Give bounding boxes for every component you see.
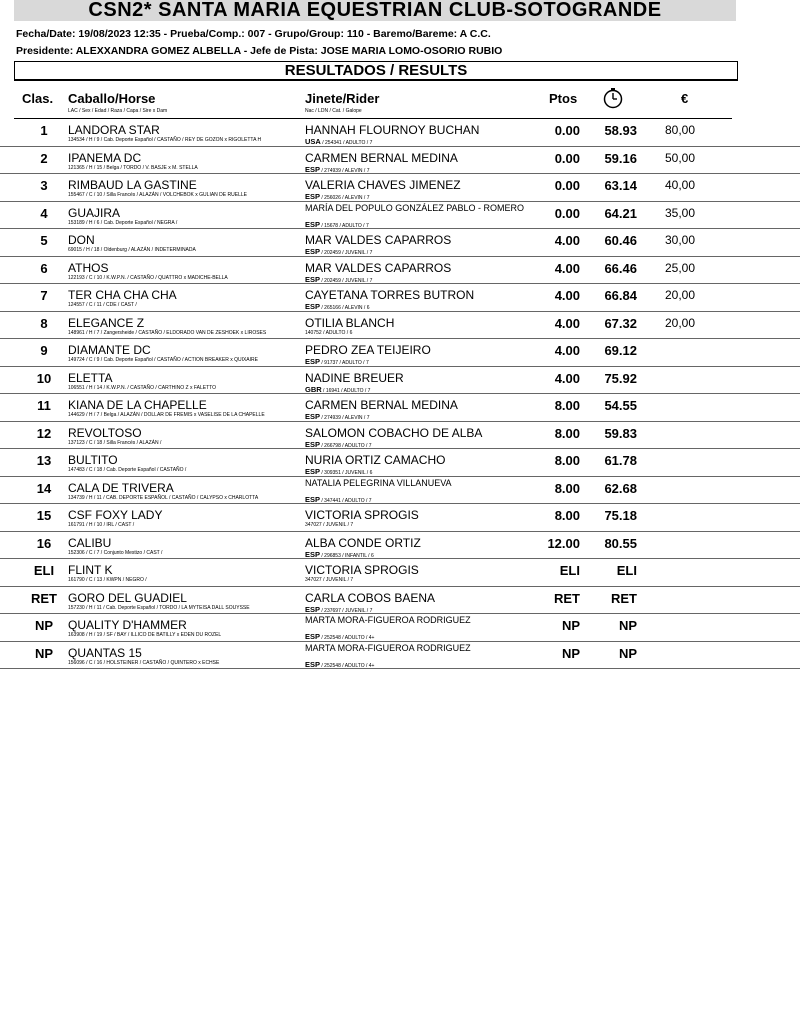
rider-name: OTILIA BLANCH (305, 315, 395, 330)
col-header-horse: Caballo/Horse (68, 91, 156, 106)
rider-info (305, 357, 369, 366)
points-cell: 4.00 (554, 260, 580, 276)
points-cell: 8.00 (554, 480, 580, 496)
horse-name: QUANTAS 15 (68, 645, 142, 660)
rider-nationality: ESP (305, 412, 321, 421)
horse-name: TER CHA CHA CHA (68, 288, 177, 302)
rider-details: 347027 / JUVENIL / 7 (305, 522, 354, 528)
rider-details: / 347441 / ADULTO / 7 (320, 497, 372, 504)
rank-cell: RET (31, 590, 57, 606)
time-cell: 59.16 (604, 150, 637, 166)
horse-info: 124557 / C / 11 / CDE / CAST / (68, 302, 137, 308)
rider-info (305, 550, 374, 559)
points-cell: ELI (559, 563, 580, 578)
rider-name: CARMEN BERNAL MEDINA (305, 150, 458, 165)
time-cell: 66.46 (604, 260, 637, 276)
horse-info: 137123 / C / 18 / Silla Francés / ALAZÁN / (68, 439, 162, 446)
col-header-horse-sub: LAC / Sex / Edad / Raza / Capa / Sire x Dam (68, 108, 168, 114)
horse-info: 122193 / C / 10 / K.W.P.N. / CASTAÑO / QUATTRO x MADICHE-BELLA (68, 274, 228, 281)
rider-nationality: ESP (305, 247, 321, 256)
table-row (0, 642, 800, 670)
rider-name: VALERIA CHAVES JIMENEZ (305, 178, 461, 192)
rider-name: VICTORIA SPROGIS (305, 508, 419, 522)
points-cell: 0.00 (554, 178, 580, 193)
points-cell: 0.00 (554, 205, 580, 221)
horse-name: CALA DE TRIVERA (68, 480, 174, 495)
time-cell: 59.83 (604, 425, 637, 441)
rider-name: CAYETANA TORRES BUTRON (305, 288, 475, 302)
rank-cell: 11 (37, 398, 51, 413)
rank-cell: 16 (36, 535, 52, 551)
rider-name: NATALIA PELEGRINA VILLANUEVA (305, 477, 452, 488)
rider-info (305, 605, 372, 614)
results-banner (14, 61, 738, 81)
points-cell: 4.00 (554, 288, 580, 303)
rank-cell: 14 (36, 480, 52, 496)
rank-cell: 6 (40, 260, 48, 276)
table-row (0, 394, 800, 422)
rider-info (305, 330, 352, 336)
competition-info: Fecha/Date: 19/08/2023 12:35 - Prueba/Comp.: 007 - Grupo/Group: 110 - Baremo/Bareme: A C.C. (16, 28, 491, 40)
time-cell: 75.92 (604, 370, 637, 386)
table-row (0, 119, 800, 147)
rank-cell: 4 (40, 205, 48, 221)
col-header-prize: € (681, 91, 689, 106)
rider-details: / 252548 / ADULTO / 4+ (320, 635, 375, 641)
table-row (0, 174, 800, 202)
rider-details: / 202459 / JUVENIL / 7 (320, 250, 373, 256)
horse-name: BULTITO (68, 453, 118, 467)
rider-info (305, 577, 353, 583)
points-cell: 8.00 (554, 425, 580, 441)
horse-name: ATHOS (68, 260, 109, 275)
rider-details: / 266798 / ADULTO / 7 (320, 442, 372, 449)
rider-details: / 16941 / ADULTO / 7 (321, 387, 371, 394)
rider-name: MAR VALDES CAPARROS (305, 233, 452, 247)
rank-cell: 7 (40, 288, 48, 303)
rank-cell: 2 (40, 150, 48, 166)
points-cell: 8.00 (554, 508, 580, 523)
time-cell: 63.14 (604, 178, 637, 193)
horse-info: 134739 / H / 11 / CAB. DEPORTE ESPAÑOL / CASTAÑO / CALYPSO x CHARLOTTA (68, 494, 259, 501)
points-cell: 0.00 (554, 150, 580, 166)
rider-details: / 274939 / ALEVIN / 7 (320, 167, 370, 174)
points-cell: NP (561, 645, 580, 661)
rider-name: SALOMON COBACHO DE ALBA (305, 425, 483, 440)
horse-info: 161791 / H / 10 / IRL / CAST / (68, 522, 135, 528)
rider-details: / 274939 / ALEVIN / 7 (320, 415, 370, 421)
horse-info: 163908 / H / 19 / SF / BAY / ILLICO DE BATILLY x EDEN DU ROZEL (68, 632, 222, 638)
rider-details: / 254341 / ADULTO / 7 (320, 140, 373, 146)
rider-details: / 265166 / ALEVIN / 6 (320, 305, 370, 311)
horse-name: ELEGANCE Z (68, 315, 145, 330)
table-row (0, 339, 800, 367)
horse-info: 121365 / H / 15 / Belga / TORDO / V. BASJE x M. STELLA (68, 164, 198, 171)
horse-name: GUAJIRA (68, 205, 121, 220)
table-row (0, 614, 800, 642)
rider-name: ALBA CONDE ORTIZ (305, 535, 421, 550)
time-cell: 69.12 (604, 343, 637, 358)
rider-info (305, 165, 370, 174)
points-cell: 4.00 (554, 233, 580, 248)
time-cell: 80.55 (604, 535, 637, 551)
col-header-clas: Clas. (22, 91, 54, 106)
rider-name: MARTA MORA-FIGUEROA RODRIGUEZ (305, 615, 471, 625)
horse-name: LANDORA STAR (68, 123, 160, 137)
rider-info (305, 495, 372, 504)
rank-cell: 15 (36, 508, 52, 523)
horse-info: 106551 / H / 14 / K.W.P.N. / CASTAÑO / CARTHINO Z x FALETTO (68, 384, 217, 391)
horse-info: 148961 / H / 7 / Zangersheide / CASTAÑO / ELDORADO VAN DE ZESHOEK x LIROSES (68, 329, 267, 336)
time-cell: 64.21 (604, 205, 637, 221)
rank-cell: 8 (40, 315, 48, 331)
time-cell: RET (611, 590, 637, 606)
table-row (0, 477, 800, 505)
table-row (0, 202, 800, 230)
col-header-rider: Jinete/Rider (305, 91, 380, 106)
table-row (0, 229, 800, 257)
table-row (0, 532, 800, 560)
rank-cell: NP (34, 618, 54, 633)
horse-name: KIANA DE LA CHAPELLE (68, 398, 207, 412)
rider-name: MAR VALDES CAPARROS (305, 260, 452, 275)
rider-info (305, 275, 372, 284)
horse-info: 155467 / C / 10 / Silla Francés / ALAZÁN / VOLCHEBOK x GULIAN DE RUELLE (68, 192, 247, 198)
time-cell: 62.68 (604, 480, 637, 496)
clock-icon (602, 87, 624, 109)
time-cell: 60.46 (604, 233, 637, 248)
rider-info (305, 412, 370, 421)
horse-name: QUALITY D'HAMMER (68, 618, 187, 632)
rider-nationality: ESP (305, 357, 321, 366)
table-row (0, 449, 800, 477)
horse-info: 152306 / C / 7 / Conjunto Mestizo / CAST / (68, 549, 163, 556)
rider-details: / 91737 / ADULTO / 7 (320, 360, 369, 366)
prize-cell: 20,00 (664, 288, 696, 302)
horse-name: ELETTA (68, 370, 113, 385)
rider-details: 140752 / ADULTO / 6 (305, 329, 353, 336)
time-cell: 58.93 (604, 123, 637, 138)
prize-cell: 80,00 (664, 123, 696, 137)
rider-name: CARMEN BERNAL MEDINA (305, 398, 458, 412)
rider-nationality: ESP (305, 467, 321, 476)
rider-info (305, 632, 374, 641)
horse-name: RIMBAUD LA GASTINE (68, 178, 197, 192)
rider-name: HANNAH FLOURNOY BUCHAN (305, 123, 480, 137)
prize-cell: 50,00 (664, 150, 696, 165)
results-label: RESULTADOS / RESULTS (284, 62, 468, 79)
points-cell: RET (554, 590, 580, 606)
col-header-rider-sub: Nac / LDN / Cat. / Galope (305, 108, 362, 114)
rider-info (305, 440, 372, 449)
officials-info: Presidente: ALEXXANDRA GOMEZ ALBELLA - Jefe de Pista: JOSE MARIA LOMO-OSORIO RUBIO (16, 45, 503, 57)
rider-details: / 237697 / JUVENIL / 7 (320, 607, 373, 614)
rider-details: / 252548 / ADULTO / 4+ (320, 662, 375, 669)
rider-nationality: ESP (305, 192, 321, 201)
time-cell: NP (618, 645, 637, 661)
rider-details: / 256026 / ALEVIN / 7 (320, 195, 370, 201)
rank-cell: NP (34, 645, 54, 661)
points-cell: 8.00 (554, 398, 580, 413)
points-cell: 4.00 (554, 343, 580, 358)
results-table (0, 119, 800, 669)
rider-nationality: ESP (305, 219, 321, 229)
points-cell: 12.00 (547, 535, 580, 551)
horse-name: GORO DEL GUADIEL (68, 590, 187, 605)
points-cell: 0.00 (554, 123, 580, 138)
horse-info: 161790 / C / 13 / KWPN / NEGRO / (68, 577, 147, 583)
rider-name: NURIA ORTIZ CAMACHO (305, 453, 446, 467)
rider-info (305, 137, 372, 146)
horse-info: 153189 / H / 6 / Cab. Deporte Español / NEGRA / (68, 219, 178, 226)
rank-cell: ELI (33, 563, 55, 578)
horse-info: 157230 / H / 11 / Cab. Deporte Español / TORDO / LA MYTEISA DALL SOUYSSE (68, 604, 250, 611)
time-cell: NP (618, 618, 637, 633)
rank-cell: 12 (36, 425, 52, 441)
rider-info (305, 302, 370, 311)
points-cell: 8.00 (554, 453, 580, 468)
rider-details: / 202459 / JUVENIL / 7 (320, 277, 373, 284)
rider-info (305, 385, 370, 394)
rider-details: 347027 / JUVENIL / 7 (305, 577, 354, 583)
rider-nationality: USA (305, 137, 321, 146)
table-row (0, 147, 800, 175)
rider-nationality: ESP (305, 439, 321, 449)
horse-info: 156096 / C / 16 / HOLSTEINER / CASTAÑO / QUINTERO x ECHSE (68, 659, 220, 666)
rider-details: / 309351 / JUVENIL / 6 (320, 470, 373, 476)
table-row (0, 559, 800, 587)
rider-nationality: ESP (305, 632, 321, 641)
rider-name: NADINE BREUER (305, 370, 404, 385)
prize-cell: 35,00 (664, 205, 696, 220)
rider-info (305, 522, 353, 528)
rider-nationality: ESP (305, 274, 321, 284)
rider-info (305, 660, 374, 669)
rider-name: MARTA MORA-FIGUEROA RODRIGUEZ (305, 642, 471, 653)
rider-name: PEDRO ZEA TEIJEIRO (305, 343, 431, 357)
horse-name: DIAMANTE DC (68, 343, 151, 357)
rider-info (305, 247, 372, 256)
horse-info: 134534 / H / 9 / Cab. Deporte Español / CASTAÑO / REY DE GOZON x RIGOLETTA H (68, 137, 262, 143)
horse-info: 149724 / C / 9 / Cab. Deporte Español / CASTAÑO / ACTION BREAKER x QUIXAIRE (68, 357, 258, 363)
horse-name: CALIBU (68, 535, 112, 550)
rank-cell: 9 (40, 343, 48, 358)
points-cell: 4.00 (554, 370, 580, 386)
rider-nationality: ESP (305, 302, 321, 311)
rider-info (305, 192, 370, 201)
horse-name: CSF FOXY LADY (68, 508, 163, 522)
points-cell: NP (561, 618, 580, 633)
page-title: CSN2* SANTA MARIA EQUESTRIAN CLUB-SOTOGRANDE (14, 0, 736, 21)
rider-nationality: ESP (305, 494, 321, 504)
table-row (0, 367, 800, 395)
time-cell: 54.55 (604, 398, 637, 413)
prize-cell: 20,00 (664, 315, 696, 330)
rider-details: / 296853 / INFANTIL / 6 (320, 552, 374, 559)
horse-info: 69015 / H / 18 / Oldenburg / ALAZÁN / INDETERMINADA (68, 247, 196, 253)
rider-details: / 15678 / ADULTO / 7 (320, 222, 369, 229)
horse-info: 144629 / H / 7 / Belga / ALAZÁN / DOLLAR DE FREMIS x VASELISE DE LA CHAPELLE (68, 412, 265, 418)
col-header-pts: Ptos (549, 91, 578, 106)
horse-name: REVOLTOSO (68, 425, 142, 440)
table-row (0, 284, 800, 312)
table-row (0, 257, 800, 285)
rider-nationality: ESP (305, 604, 321, 614)
rank-cell: 1 (40, 123, 48, 138)
time-cell: 67.32 (604, 315, 637, 331)
horse-name: DON (68, 233, 95, 247)
rank-cell: 5 (40, 233, 48, 248)
time-cell: 61.78 (604, 453, 637, 468)
rider-name: CARLA COBOS BAENA (305, 590, 436, 605)
table-row (0, 422, 800, 450)
rider-info (305, 220, 369, 229)
rider-nationality: GBR (305, 384, 322, 394)
rider-nationality: ESP (305, 659, 321, 669)
horse-info: 147483 / C / 18 / Cab. Deporte Español / CASTAÑO / (68, 467, 187, 473)
time-cell: 66.84 (604, 288, 637, 303)
time-cell: ELI (616, 563, 637, 578)
table-row (0, 504, 800, 532)
rider-info (305, 467, 372, 476)
rank-cell: 10 (36, 370, 52, 386)
rider-nationality: ESP (305, 164, 321, 174)
rider-name: MARÍA DEL POPULO GONZÁLEZ PABLO - ROMERO (305, 202, 525, 213)
rank-cell: 13 (36, 453, 52, 468)
table-row (0, 312, 800, 340)
table-row (0, 587, 800, 615)
horse-name: IPANEMA DC (68, 150, 142, 165)
points-cell: 4.00 (554, 315, 580, 331)
rider-name: VICTORIA SPROGIS (305, 563, 419, 577)
time-cell: 75.18 (604, 508, 637, 523)
rider-nationality: ESP (305, 549, 321, 559)
horse-name: FLINT K (68, 563, 113, 577)
prize-cell: 25,00 (664, 260, 696, 275)
rank-cell: 3 (40, 178, 48, 193)
prize-cell: 40,00 (664, 178, 696, 192)
prize-cell: 30,00 (664, 233, 696, 247)
